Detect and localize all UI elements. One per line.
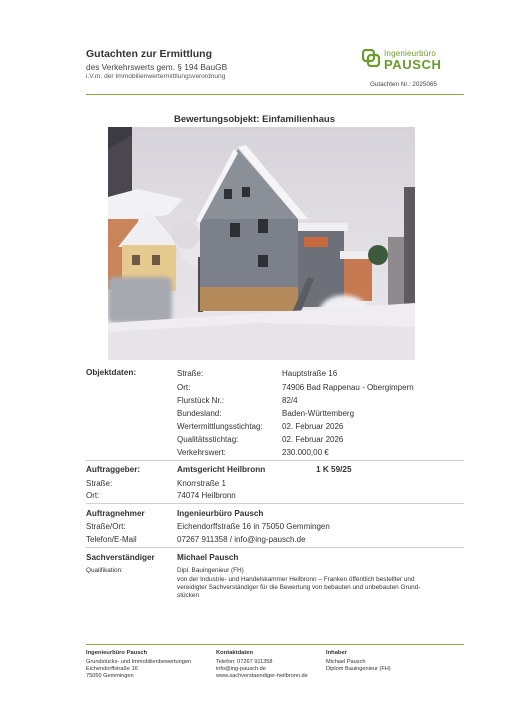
sachverstaendiger-label: Sachverständiger — [86, 553, 155, 562]
row-value: 02. Februar 2026 — [282, 422, 344, 431]
row-value: 74906 Bad Rappenau - Obergimpern — [282, 383, 414, 392]
logo-mark-icon — [362, 49, 381, 67]
auftraggeber-name: Amtsgericht Heilbronn — [177, 465, 266, 474]
header-divider — [86, 94, 464, 95]
row-label: Straße: — [177, 369, 204, 378]
company-logo — [362, 47, 462, 73]
footer-line: Eichendorffstraße 16 — [86, 666, 138, 672]
footer-divider — [86, 644, 464, 645]
report-subtitle: des Verkehrswerts gem. § 194 BauGB — [86, 62, 228, 72]
qualification-line: stücken — [177, 592, 200, 599]
footer-line: 75050 Gemmingen — [86, 673, 134, 679]
sachverstaendiger-name: Michael Pausch — [177, 553, 239, 562]
footer-email-link[interactable]: info@ing-pausch.de — [216, 666, 266, 672]
row-label: Bundesland: — [177, 409, 222, 418]
qualification-line: Dipl. Bauingenieur (FH) — [177, 567, 244, 574]
row-value: 82/4 — [282, 396, 298, 405]
qualification-label: Qualifikation: — [86, 567, 123, 574]
row-label: Verkehrswert: — [177, 448, 226, 457]
report-subtitle-legal: i.V.m. der Immobilienwertermittlungsverordnung — [86, 73, 226, 80]
objektdaten-label: Objektdaten: — [86, 368, 137, 377]
section-divider — [86, 547, 464, 548]
section-divider — [86, 503, 464, 504]
footer-line: Michael Pausch — [326, 659, 366, 665]
report-number: Gutachten Nr.: 2025065 — [370, 81, 437, 88]
auftraggeber-label: Auftraggeber: — [86, 465, 141, 474]
footer-company-head: Ingenieurbüro Pausch — [86, 650, 148, 656]
row-value: Baden-Württemberg — [282, 409, 355, 418]
auftraggeber-city: 74074 Heilbronn — [177, 491, 236, 500]
logo-text-small: Ingenieurbüro — [384, 49, 436, 58]
row-label: Ort: — [177, 383, 191, 392]
auftragnehmer-phone-label: Telefon/E-Mail — [86, 535, 137, 544]
row-value: Hauptstraße 16 — [282, 369, 338, 378]
row-label: Wertermittlungsstichtag: — [177, 422, 263, 431]
report-title: Gutachten zur Ermittlung — [86, 48, 212, 60]
case-number: 1 K 59/25 — [316, 465, 352, 474]
footer-line: Grundstücks- und Immobilienbewertungen — [86, 659, 192, 665]
auftragnehmer-phone: 07267 911358 / info@ing-pausch.de — [177, 535, 306, 544]
auftragnehmer-street: Eichendorffstraße 16 in 75050 Gemmingen — [177, 522, 330, 531]
footer-line: Diplom Bauingenieur (FH) — [326, 666, 391, 672]
auftraggeber-city-label: Ort: — [86, 491, 100, 500]
row-value: 230.000,00 € — [282, 448, 329, 457]
property-photo — [108, 127, 415, 360]
footer-company — [86, 650, 216, 680]
footer-website-link[interactable]: www.sachverstaendiger-heilbronn.de — [216, 673, 308, 679]
footer-phone: Telefon: 07267 911358 — [216, 659, 273, 665]
object-title: Bewertungsobjekt: Einfamilienhaus — [174, 114, 335, 125]
row-label: Flurstück Nr.: — [177, 396, 225, 405]
auftraggeber-street: Knorrstraße 1 — [177, 479, 226, 488]
qualification-line: vereidigter Sachverständiger für die Bewertung von bebauten und unbebauten Grund- — [177, 584, 421, 591]
logo-text-main: PAUSCH — [384, 57, 442, 72]
footer-owner-head: Inhaber — [326, 650, 347, 656]
footer-contact-head: Kontaktdaten — [216, 650, 254, 656]
auftraggeber-street-label: Straße: — [86, 479, 113, 488]
auftragnehmer-street-label: Straße/Ort: — [86, 522, 126, 531]
row-value: 02. Februar 2026 — [282, 435, 344, 444]
footer-owner — [326, 650, 456, 673]
qualification-line: von der Industrie- und Handelskammer Heilbronn – Franken öffentlich bestellter und — [177, 576, 415, 583]
row-label: Qualitätsstichtag: — [177, 435, 239, 444]
footer-contact — [216, 650, 326, 680]
auftragnehmer-label: Auftragnehmer — [86, 509, 145, 518]
auftragnehmer-name: Ingenieurbüro Pausch — [177, 509, 264, 518]
section-divider — [86, 460, 464, 461]
